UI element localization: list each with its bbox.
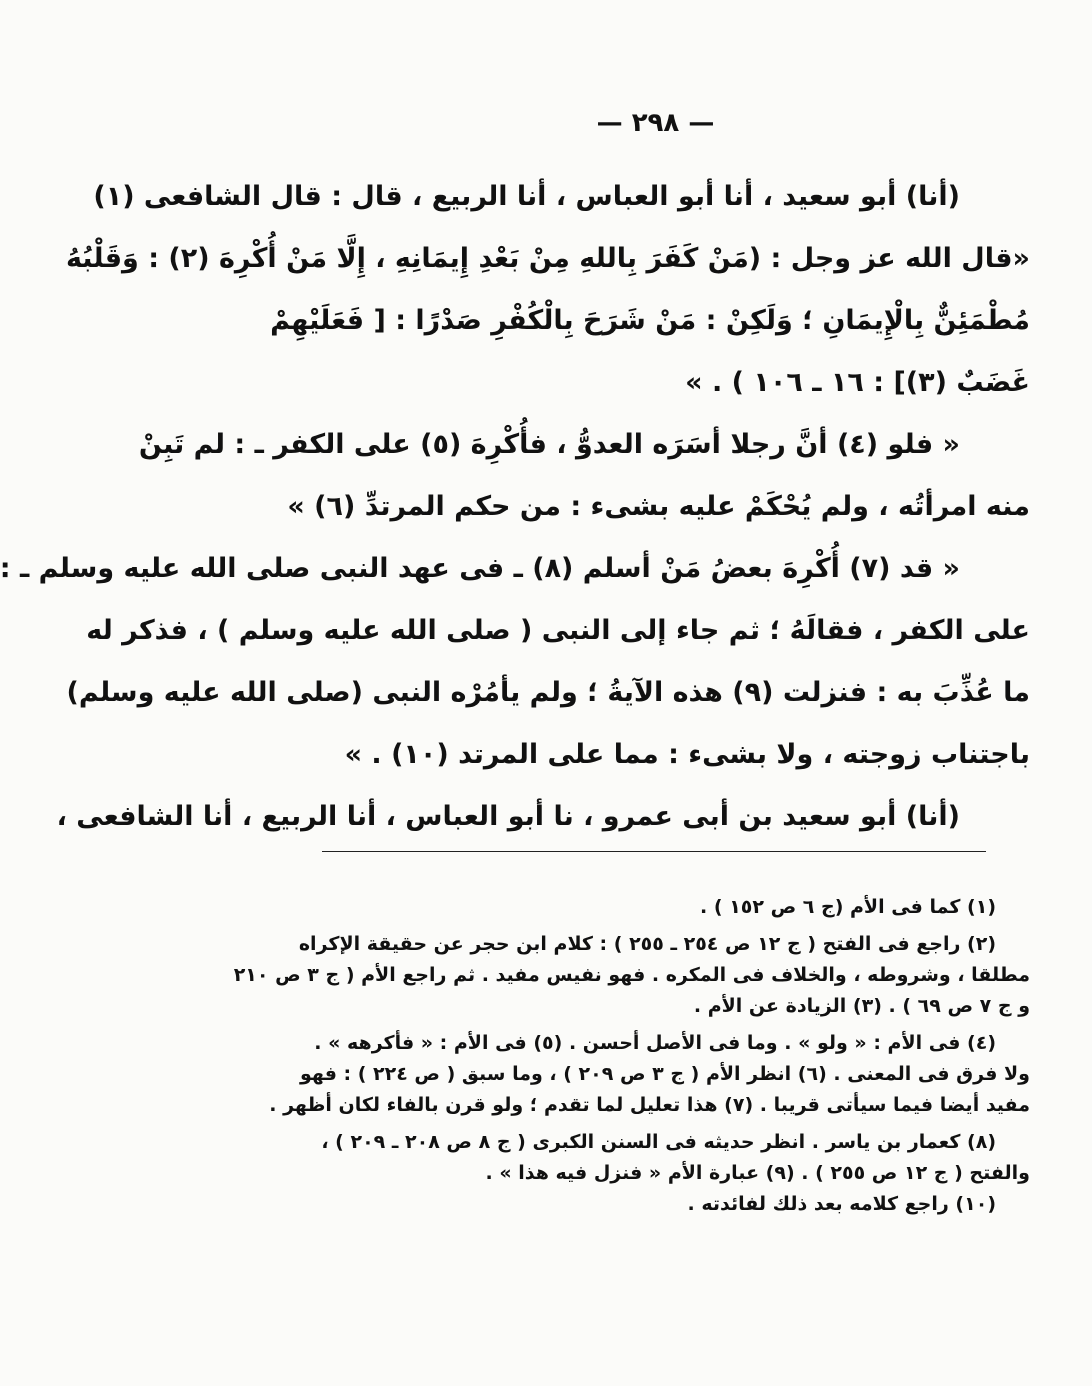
footnote-line: ولا فرق فى المعنى . (٦) انظر الأم ( ج ٣ ص ٢٠٩ ) ، وما سبق ( ص ٢٢٤ ) : فهو xyxy=(299,1063,1030,1085)
body-line: غَضَبٌ (٣)] : ١٦ ـ ١٠٦ ) . » xyxy=(685,367,1030,398)
body-line: على الكفر ، فقالَهُ ؛ ثم جاء إلى النبى ( صلى الله عليه وسلم ) ، فذكر له xyxy=(86,615,1030,646)
footnote-line: مطلقا ، وشروطه ، والخلاف فى المكره . فهو نفيس مفيد . ثم راجع الأم ( ج ٣ ص ٢١٠ xyxy=(233,964,1030,986)
body-line: منه امرأتُه ، ولم يُحْكَمْ عليه بشىء : من حكم المرتدِّ (٦) » xyxy=(287,491,1030,522)
footnote-separator xyxy=(322,851,986,852)
body-line: «قال الله عز وجل : (مَنْ كَفَرَ بِاللهِ مِنْ بَعْدِ إِيمَانِهِ ، إِلَّا مَنْ أُكْرِهَ (٢) : وَقَلْبُهُ xyxy=(65,243,1030,274)
footnote-line: والفتح ( ج ١٢ ص ٢٥٥ ) . (٩) عبارة الأم « فنزل فيه هذا » . xyxy=(485,1162,1030,1184)
footnote-line: مفيد أيضا فيما سيأتى قريبا . (٧) هذا تعليل لما تقدم ؛ ولو قرن بالفاء لكان أظهر . xyxy=(269,1094,1030,1116)
body-line: « قد (٧) أُكْرِهَ بعضُ مَنْ أسلم (٨) ـ فى عهد النبى صلى الله عليه وسلم ـ : xyxy=(0,553,960,584)
footnotes xyxy=(233,892,1030,1220)
body-line: « فلو (٤) أنَّ رجلا أسَرَه العدوُّ ، فأُكْرِهَ (٥) على الكفر ـ : لم تَبِنْ xyxy=(138,429,960,460)
body-line: ما عُذِّبَ به : فنزلت (٩) هذه الآيةُ ؛ ولم يأمُرْه النبى (صلى الله عليه وسلم) xyxy=(66,677,1030,708)
page-number: — ٢٩٨ — xyxy=(596,108,715,138)
body-line: مُطْمَئِنٌّ بِالْإِيمَانِ ؛ وَلَكِنْ : مَنْ شَرَحَ بِالْكُفْرِ صَدْرًا : [ فَعَلَيْهِمْ xyxy=(270,305,1030,336)
footnote-line: (٢) راجع فى الفتح ( ج ١٢ ص ٢٥٤ ـ ٢٥٥ ) : كلام ابن حجر عن حقيقة الإكراه xyxy=(298,933,996,955)
body-line: (أنا) أبو سعيد بن أبى عمرو ، نا أبو العباس ، أنا الربيع ، أنا الشافعى ، xyxy=(56,801,960,832)
footnote-line: (١) كما فى الأم (ج ٦ ص ١٥٢ ) . xyxy=(700,896,996,918)
footnote-line: (٤) فى الأم : « ولو » . وما فى الأصل أحسن . (٥) فى الأم : « فأكرهه » . xyxy=(314,1032,996,1054)
body-line: باجتناب زوجته ، ولا بشىء : مما على المرتد (١٠) . » xyxy=(344,739,1030,770)
footnote-line: و ج ٧ ص ٦٩ ) . (٣) الزيادة عن الأم . xyxy=(693,995,1030,1017)
body-line: (أنا) أبو سعيد ، أنا أبو العباس ، أنا الربيع ، قال : قال الشافعى (١) xyxy=(93,181,960,212)
footnote-line: (٨) كعمار بن ياسر . انظر حديثه فى السنن الكبرى ( ج ٨ ص ٢٠٨ ـ ٢٠٩ ) ، xyxy=(321,1131,996,1153)
footnote-line: (١٠) راجع كلامه بعد ذلك لفائدته . xyxy=(687,1193,996,1215)
main-text xyxy=(0,166,1030,848)
